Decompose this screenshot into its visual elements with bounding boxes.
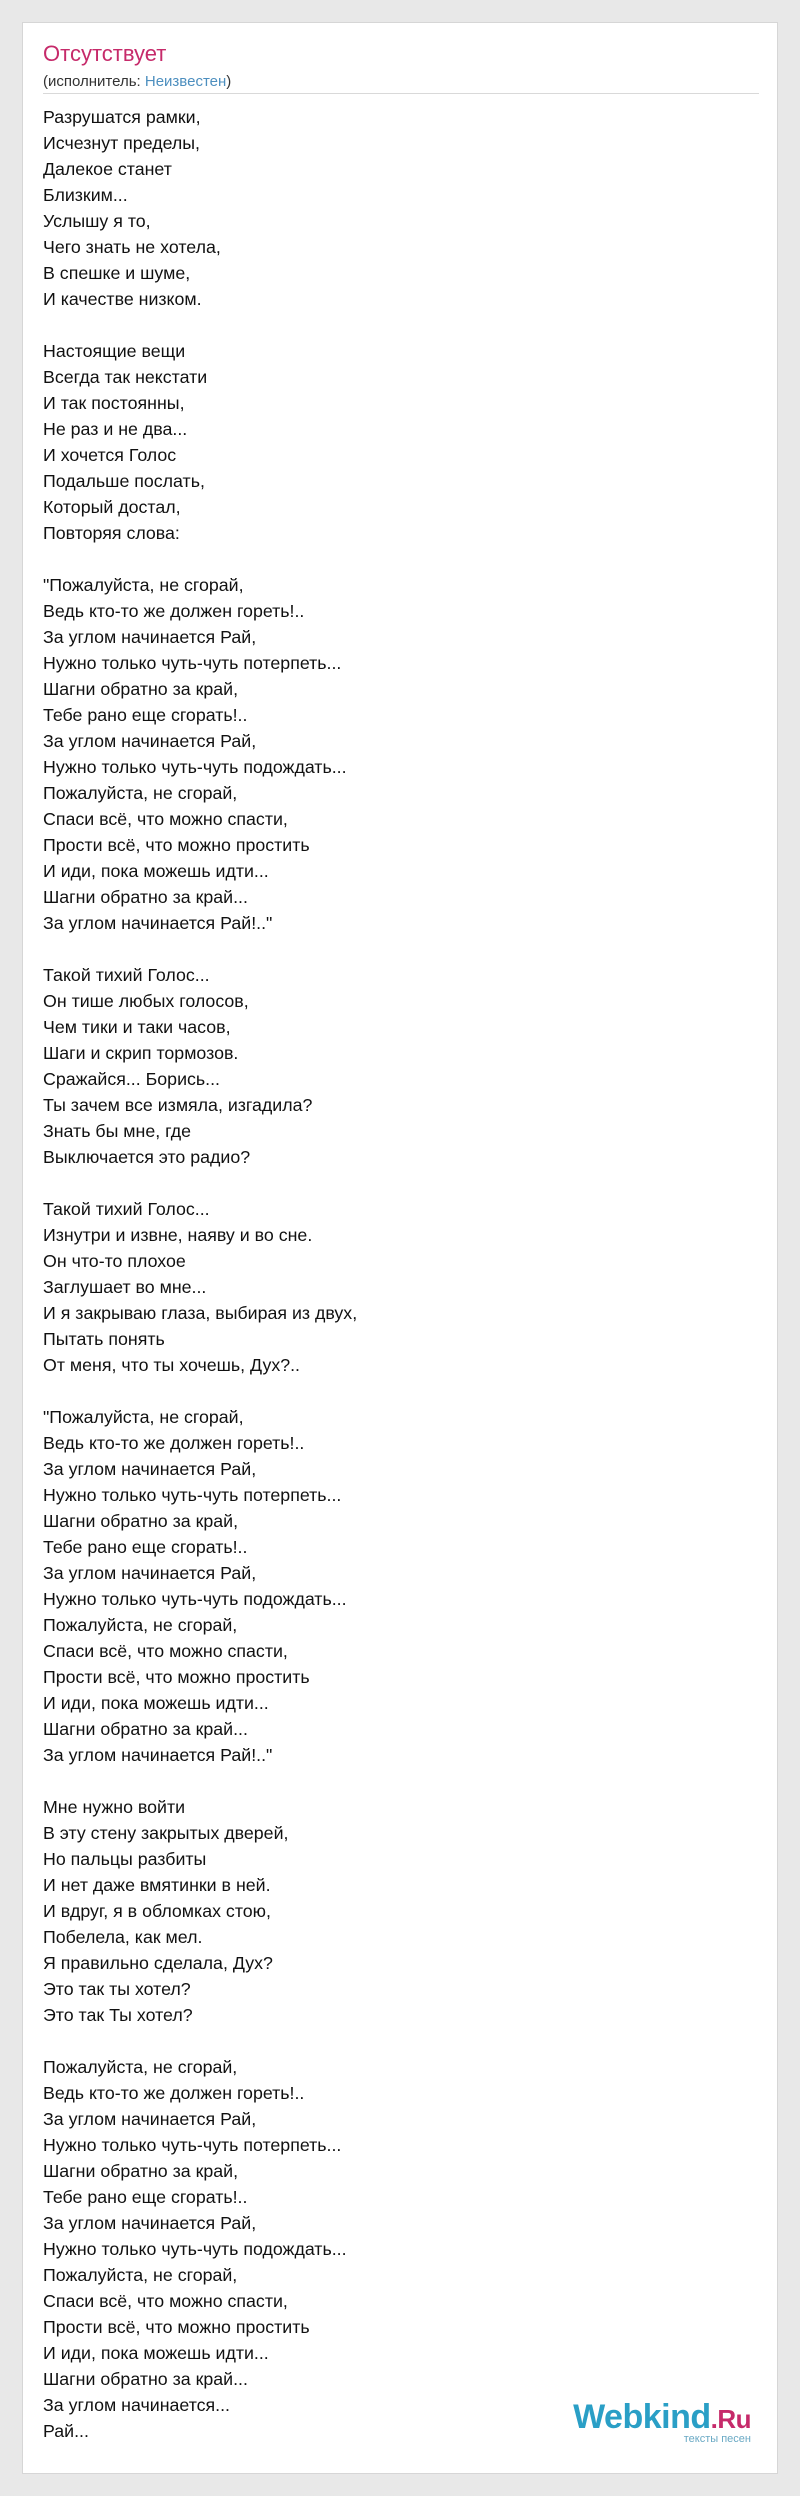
lyrics-text: Разрушатся рамки, Исчезнут пределы, Далекое станет Близким... Услышу я то, Чего знать не хотела, В спешке и шуме, И качестве низком. Настоящие вещи Всегда так некстати И так постоянны, Не раз и не два... И хочется Голос Подальше послать, Который достал, Повторяя слова: "Пожалуйста, не сгорай, Ведь кто-то же должен гореть!.. За углом начинается Рай, Нужно только чуть-чуть потерпеть... Шагни обратно за край, Тебе рано еще сгорать!.. За углом начинается Рай, Нужно только чуть-чуть подождать... Пожалуйста, не сгорай, Спаси всё, что можно спасти, Прости всё, что можно простить И иди, пока можешь идти... Шагни обратно за край... За углом начинается Рай!.." Такой тихий Голос... Он тише любых голосов, Чем тики и таки часов, Шаги и скрип тормозов. Сражайся... Борись... Ты зачем все измяла, изгадила? Знать бы мне, где Выключается это радио? Такой тихий Голос... Изнутри и извне, наяву и во сне. Он что-то плохое Заглушает во мне... И я закрываю глаза, выбирая из двух, Пытать понять От меня, что ты хочешь, Дух?.. "Пожалуйста, не сгорай, Ведь кто-то же должен гореть!.. За углом начинается Рай, Нужно только чуть-чуть потерпеть... Шагни обратно за край, Тебе рано еще сгорать!.. За углом начинается Рай, Нужно только чуть-чуть подождать... Пожалуйста, не сгорай, Спаси всё, что можно спасти, Прости всё, что можно простить И иди, пока можешь идти... Шагни обратно за край... За углом начинается Рай!.." Мне нужно войти В эту стену закрытых дверей, Но пальцы разбиты И нет даже вмятинки в ней. И вдруг, я в обломках стою, Побелела, как мел. Я правильно сделала, Дух? Это так ты хотел? Это так Ты хотел? Пожалуйста, не сгорай, Ведь кто-то же должен гореть!.. За углом начинается Рай, Нужно только чуть-чуть потерпеть... Шагни обратно за край, Тебе рано еще сгорать!.. За углом начинается Рай, Нужно только чуть-чуть подождать... Пожалуйста, не сгорай, Спаси всё, что можно спасти, Прости всё, что можно простить И иди, пока можешь идти... Шагни обратно за край... За углом начинается... Рай... bbox=[43, 107, 358, 2441]
song-title: Отсутствует bbox=[43, 41, 167, 66]
logo-word: Webkind bbox=[573, 2398, 711, 2436]
logo-wordmark bbox=[573, 2399, 751, 2437]
logo-tld: .Ru bbox=[710, 2404, 751, 2434]
artist-prefix: (исполнитель: bbox=[43, 73, 145, 90]
lyrics-card bbox=[22, 22, 778, 2474]
artist-suffix: ) bbox=[226, 73, 232, 90]
logo-tagline: тексты песен bbox=[683, 2433, 751, 2445]
artist-line bbox=[43, 73, 231, 90]
webkind-logo[interactable] bbox=[573, 2399, 751, 2445]
header-divider bbox=[43, 93, 759, 94]
artist-link[interactable]: Неизвестен bbox=[144, 73, 227, 90]
